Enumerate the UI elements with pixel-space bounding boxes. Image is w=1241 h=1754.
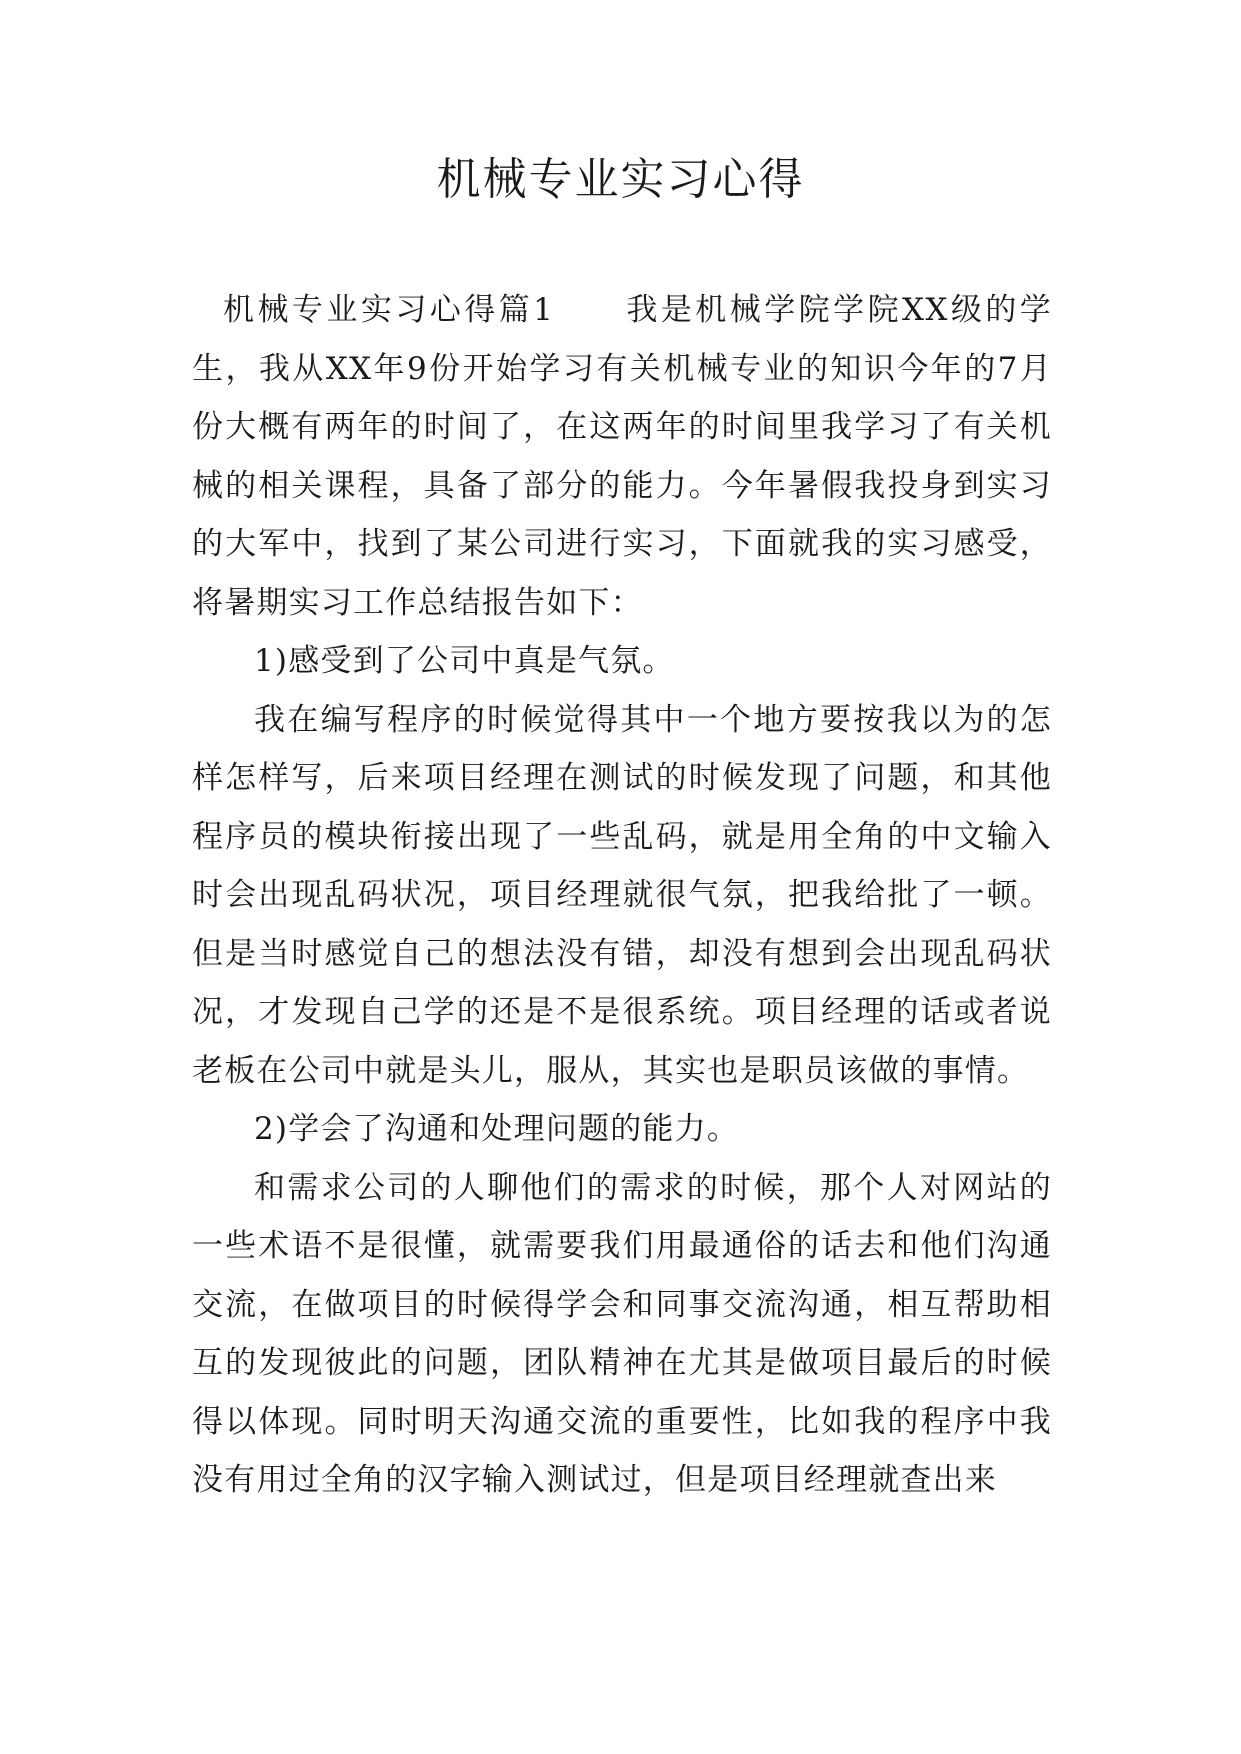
document-body <box>192 281 1052 1510</box>
section-point-2: 2)学会了沟通和处理问题的能力。 <box>254 1111 740 1147</box>
intro-text: 我是机械学院学院XX级的学生，我从XX年9份开始学习有关机械专业的知识今年的7月份大概有两年的时间了，在这两年的时间里我学习了有关机械的相关课程，具备了部分的能力。今年暑假我投身到实习的大军中，找到了某公司进行实习，下面就我的实习感受，将暑期实习工作总结报告如下： <box>192 292 1052 621</box>
section-heading: 机械专业实习心得篇1 <box>223 292 555 328</box>
document-title: 机械专业实习心得 <box>436 154 805 205</box>
paragraph: 和需求公司的人聊他们的需求的时候，那个人对网站的一些术语不是很懂，就需要我们用最通俗的话去和他们沟通交流，在做项目的时候得学会和同事交流沟通，相互帮助相互的发现彼此的问题，团队精神在尤其是做项目最后的时候得以体现。同时明天沟通交流的重要性，比如我的程序中我没有用过全角的汉字输入测试过，但是项目经理就查出来 <box>192 1169 1052 1498</box>
paragraph: 我在编写程序的时候觉得其中一个地方要按我以为的怎样怎样写，后来项目经理在测试的时候发现了问题，和其他程序员的模块衔接出现了一些乱码，就是用全角的中文输入时会出现乱码状况，项目经理就很气氛，把我给批了一顿。但是当时感觉自己的想法没有错，却没有想到会出现乱码状况，才发现自己学的还是不是很系统。项目经理的话或者说老板在公司中就是头儿，服从，其实也是职员该做的事情。 <box>192 701 1052 1089</box>
intro-paragraph <box>192 281 1052 632</box>
section-point-1: 1)感受到了公司中真是气氛。 <box>254 643 675 679</box>
